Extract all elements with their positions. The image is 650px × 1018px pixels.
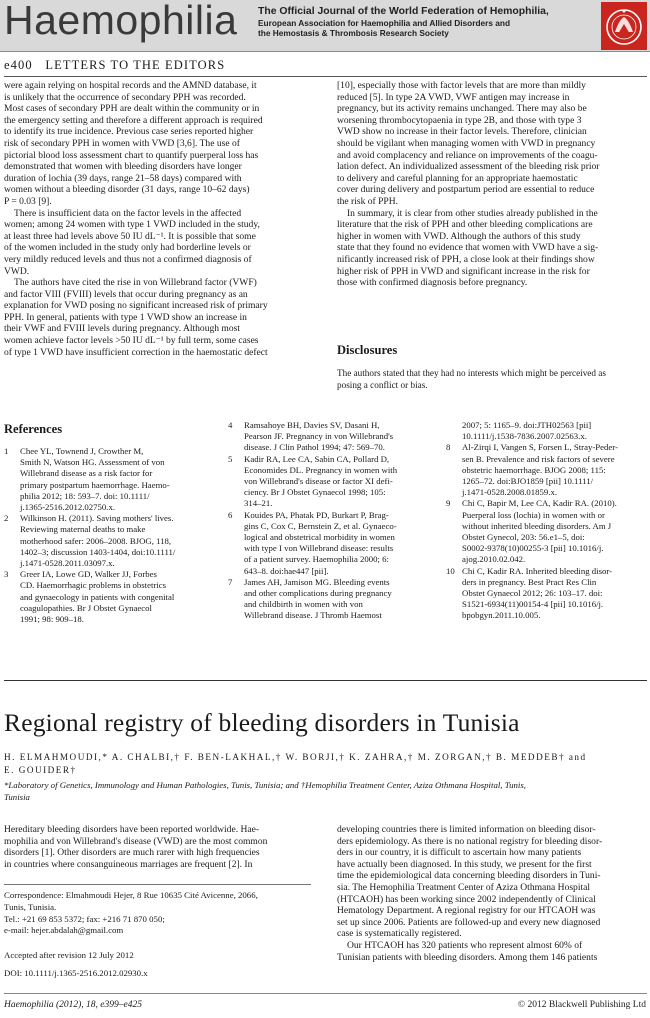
text-line: ders in our country, it is difficult to ascertain how many patients — [337, 847, 582, 859]
reference-item — [4, 569, 216, 625]
reference-item — [228, 577, 440, 622]
reference-line: with type I von Willebrand disease: results — [244, 543, 394, 554]
reference-number: 8 — [446, 442, 451, 453]
affiliation-line: Tunisia — [4, 791, 30, 802]
text-line: their VWF and FVIII levels during pregnancy. Although most — [4, 323, 240, 335]
text-line: those with confirmed diagnosis before pregnancy. — [337, 277, 528, 289]
text-line: explanation for VWD posing no significant increased risk of primary — [4, 300, 268, 312]
reference-line: bpobgyn.2011.10.005. — [462, 610, 541, 621]
references-column-3 — [446, 420, 650, 622]
header-rule — [4, 76, 647, 77]
text-line: P = 0.03 [9]. — [4, 195, 52, 207]
reference-line: ders in pregnancy. Best Pract Res Clin — [462, 576, 597, 587]
disclosures-line: posing a conflict or bias. — [337, 379, 428, 390]
reference-line: CD. Haemorrhagic problems in obstetrics — [20, 580, 167, 591]
article-body-right — [337, 824, 647, 963]
reference-line: ajog.2010.02.042. — [462, 554, 526, 565]
journal-info-line3: the Hemostasis & Thrombosis Research Society — [258, 28, 449, 38]
reference-line: and childbirth in women with von — [244, 599, 363, 610]
text-line: and factor VIII (FVIII) levels that occur during pregnancy as an — [4, 288, 248, 300]
reference-number: 1 — [4, 446, 9, 456]
text-line: of type 1 VWD have insufficient correction in the haemostatic defect — [4, 346, 268, 358]
text-line: Hematology Department. A regional registry for our HTCAOH was — [337, 905, 596, 917]
page-number: e400 — [4, 58, 33, 72]
reference-line: Obstet Gynaecol 2012; 26: 103–17. doi: — [462, 588, 603, 599]
text-line: demonstrated that women with bleeding disorders have longer — [4, 161, 242, 173]
reference-item — [228, 454, 440, 510]
reference-line: Puerperal loss (lochia) in women with or — [462, 509, 605, 520]
reference-line: Obstet Gynecol, 203: 56.e1–5, doi: — [462, 532, 585, 543]
text-line: the risk of PPH. — [337, 195, 398, 207]
reference-number: 7 — [228, 576, 233, 587]
text-line: higher in women with VWD. Although the authors of this study — [337, 230, 581, 242]
reference-line: 1402–3; discussion 1403-1404, doi:10.1111/ — [20, 546, 176, 557]
reference-number: 10 — [446, 565, 455, 576]
text-line: disorders [1]. Other disorders are much rarer with high frequencies — [4, 847, 260, 859]
reference-item — [4, 446, 216, 513]
article-divider — [4, 680, 647, 681]
reference-line: obstetric haemorrhage. BJOG 2008; 115: — [462, 464, 606, 475]
reference-item — [446, 566, 650, 622]
reference-line: 643–8. doi:hae447 [pii]. — [244, 565, 329, 576]
text-line: developing countries there is limited information on bleeding disor- — [337, 824, 596, 835]
text-line: to identify its true incidence. Previous case series reported higher — [4, 126, 254, 138]
reference-line: disease. J Clin Pathol 1994; 47: 569–70. — [244, 442, 385, 453]
text-line: women achieve factor levels >50 IU dL⁻¹ by full term, some cases — [4, 335, 259, 347]
text-line: Tel.: +21 69 853 5372; fax: +216 71 870 050; — [4, 913, 165, 924]
reference-number: 4 — [228, 420, 233, 430]
reference-line: 2007; 5: 1165–9. doi:JTH02563 [pii] — [462, 420, 592, 430]
wfh-logo-icon — [601, 2, 647, 50]
reference-line: Wilkinson H. (2011). Saving mothers' lives. — [20, 513, 174, 524]
text-line: Tunisian patients with bleeding disorders. Among them 146 patients — [337, 951, 598, 963]
text-line: [10], especially those with factor levels that are more than mildly — [337, 80, 586, 91]
text-line: set up since 2006. Patients are followed-up and every new diagnosed — [337, 916, 601, 928]
reference-line: j.1471-0528.2008.01859.x. — [462, 487, 558, 498]
footer-copyright: © 2012 Blackwell Publishing Ltd — [517, 1000, 646, 1010]
text-line: cover during delivery and postpartum period are essential to reduce — [337, 184, 595, 196]
text-line: The authors have cited the rise in von Willebrand factor (VWF) — [14, 277, 257, 289]
text-line: case is systematically registered. — [337, 928, 462, 940]
text-line: VWD show no increase in their factor levels. Therefore, clinician — [337, 126, 587, 138]
affiliation-line: *Laboratory of Genetics, Immunology and Human Pathologies, Tunis, Tunisia; and †Hemophilia Treatment Center, Aziza Othmana Hospital, Tunis, — [4, 780, 526, 790]
text-line: women; among 24 women with type 1 VWD included in the study, — [4, 219, 260, 231]
reference-line: gins C, Cox C, Bernstein Z, et al. Gynaeco- — [244, 520, 397, 531]
article-title: Regional registry of bleeding disorders in Tunisia — [4, 708, 520, 737]
reference-number: 6 — [228, 509, 233, 520]
reference-line: Willebrand disease. J Thromb Haemost — [244, 610, 382, 621]
reference-line: motherhood safer: 2006–2008. BJOG, 118, — [20, 535, 172, 546]
article-authors — [4, 751, 587, 777]
journal-info-line1: The Official Journal of the World Federation of Hemophilia, — [258, 6, 549, 17]
reference-line: ciency. Br J Obstet Gynaecol 1998; 105: — [244, 487, 386, 498]
reference-number: 2 — [4, 513, 9, 524]
reference-line: Willebrand disease as a risk factor for — [20, 468, 153, 479]
references-column-1 — [4, 446, 216, 625]
text-line: Our HTCAOH has 320 patients who represent almost 60% of — [347, 939, 583, 951]
reference-number: 9 — [446, 498, 451, 509]
reference-line: 1991; 98: 909–18. — [20, 614, 84, 625]
reference-line: and other complications during pregnancy — [244, 588, 392, 599]
article-affiliations — [4, 780, 526, 803]
reference-line: philia 2012; 18: 593–7. doi: 10.1111/ — [20, 490, 150, 501]
reference-line: Economides DL. Pregnancy in women with — [244, 464, 398, 475]
accepted-date: Accepted after revision 12 July 2012 — [4, 950, 134, 960]
journal-name: Haemophilia — [4, 0, 238, 43]
text-line: at least three had levels above 50 IU dL⁻¹. It is possible that some — [4, 230, 256, 242]
text-line: state that they found no evidence that women with VWD have a sig- — [337, 242, 599, 254]
reference-line: logical and obstetrical morbidity in women — [244, 532, 395, 543]
text-line: risk of secondary PPH in women with VWD [3,6]. The use of — [4, 137, 240, 149]
reference-line: 10.1111/j.1538-7836.2007.02563.x. — [462, 431, 587, 442]
text-line: literature that the risk of PPH and other bleeding complications are — [337, 219, 593, 231]
text-line: to delivery and careful planning for an appropriate haemostatic — [337, 172, 578, 184]
text-line: pregnancy, but its activity remains unchanged. There may also be — [337, 103, 587, 115]
reference-line: of a patient survey. Haemophilia 2000; 6: — [244, 554, 389, 565]
correspondence-block — [4, 890, 258, 937]
text-line: Tunis, Tunisia. — [4, 901, 57, 912]
text-line: (HTCAOH) has been working since 2002 independently of Clinical — [337, 893, 596, 905]
letter-right-column — [337, 80, 647, 289]
text-line: have actually been diagnosed. In this study, we present for the first — [337, 858, 592, 870]
journal-info — [258, 6, 549, 38]
text-line: and avoid complacency and reliance on improvements of the coagu- — [337, 149, 598, 161]
text-line: nificantly increased risk of PPH, a close look at their findings show — [337, 253, 595, 265]
reference-line: sen B. Prevalence and risk factors of severe — [462, 453, 615, 464]
text-line: lation defect. An individualized assessment of the bleeding risk prior — [337, 161, 600, 173]
text-line: duration of lochia (39 days, range 21–58 days) compared with — [4, 172, 242, 184]
reference-item — [446, 442, 650, 498]
reference-item — [4, 513, 216, 569]
disclosures-heading: Disclosures — [337, 343, 398, 357]
text-line: There is insufficient data on the factor levels in the affected — [14, 207, 242, 219]
text-line: Hereditary bleeding disorders have been reported worldwide. Hae- — [4, 824, 260, 835]
section-label: LETTERS TO THE EDITORS — [45, 58, 226, 72]
text-line: sia. The Hemophilia Treatment Center of Aziza Othmana Hospital — [337, 881, 591, 893]
authors-line: H. ELMAHMOUDI,* A. CHALBI,† F. BEN-LAKHAL,† W. BORJI,† K. ZAHRA,† M. ZORGAN,† B. MEDDEB† and — [4, 752, 587, 762]
reference-line: 1265–72. doi:BJO1859 [pii] 10.1111/ — [462, 476, 594, 487]
journal-header — [0, 0, 650, 52]
reference-line: Pearson JF. Pregnancy in von Willebrand's — [244, 431, 394, 442]
text-line: worsening thrombocytopaenia in type 2B, and those with type 3 — [337, 114, 582, 126]
text-line: In summary, it is clear from other studies already published in the — [347, 207, 598, 219]
text-line: pictorial blood loss assessment chart to quantify puerperal loss has — [4, 149, 259, 161]
reference-line: Al-Zirqi I, Vangen S, Forsen L, Stray-Peder- — [462, 442, 618, 453]
text-line: were again relying on hospital records and the AMND database, it — [4, 80, 257, 91]
reference-line: j.1365-2516.2012.02750.x. — [20, 502, 116, 513]
reference-line: primary postpartum haemorrhage. Haemo- — [20, 479, 170, 490]
footer-citation: Haemophilia (2012), 18, e399–e425 — [4, 1000, 142, 1010]
text-line: in countries where consanguineous marriages are frequent [2]. In — [4, 858, 253, 870]
text-line: should be vigilant when managing women with VWD in pregnancy — [337, 137, 596, 149]
text-line: very mildly reduced levels and thus not a confirmed diagnosis of — [4, 253, 252, 265]
disclosures-line: The authors stated that they had no interests which might be perceived as — [337, 368, 606, 378]
text-line: VWD. — [4, 265, 30, 277]
reference-line: Chi C, Bapir M, Lee CA, Kadir RA. (2010). — [462, 498, 617, 509]
article-body-left — [4, 824, 311, 870]
reference-item — [446, 420, 650, 442]
text-line: time the epidemiological data concerning bleeding disorders in Tuni- — [337, 870, 601, 882]
reference-line: 314–21. — [244, 498, 273, 509]
reference-line: Kouides PA, Phatak PD, Burkart P, Brag- — [244, 509, 389, 520]
reference-line: S0002-9378(10)00255-3 [pii] 10.1016/j. — [462, 543, 604, 554]
text-line: mophilia and von Willebrand's disease (VWD) are the most common — [4, 835, 268, 847]
reference-line: S1521-6934(11)00154-4 [pii] 10.1016/j. — [462, 599, 604, 610]
text-line: PPH. In general, patients with type 1 VWD show an increase in — [4, 311, 247, 323]
references-column-2 — [228, 420, 440, 622]
reference-number: 3 — [4, 569, 9, 580]
reference-number: 5 — [228, 453, 233, 464]
text-line: e-mail: hejer.abdalah@gmail.com — [4, 925, 124, 936]
reference-line: Smith N, Watson HG. Assessment of von — [20, 457, 165, 468]
text-line: women without a bleeding disorder (31 days, range 10–62 days) — [4, 184, 250, 196]
reference-line: Reviewing maternal deaths to make — [20, 524, 146, 535]
article-doi: DOI: 10.1111/j.1365-2516.2012.02930.x — [4, 968, 148, 978]
text-line: Most cases of secondary PPH are dealt within the community or in — [4, 103, 260, 115]
text-line: the emergency setting and therefore a different approach is required — [4, 114, 263, 126]
reference-line: coagulopathies. Br J Obstet Gynaecol — [20, 602, 152, 613]
reference-line: James AH, Jamison MG. Bleeding events — [244, 576, 390, 587]
reference-line: Chi C, Kadir RA. Inherited bleeding disor- — [462, 565, 613, 576]
references-heading: References — [4, 422, 63, 436]
running-head — [4, 58, 225, 73]
reference-line: von Willebrand's disease or factor XI defi- — [244, 476, 393, 487]
letter-left-column — [4, 80, 311, 358]
authors-line: E. GOUIDER† — [4, 765, 77, 775]
journal-info-line2: European Association for Haemophilia and Allied Disorders and — [258, 18, 511, 28]
reference-item — [446, 498, 650, 565]
text-line: higher risk of PPH in VWD and significant increase in the risk for — [337, 265, 590, 277]
reference-line: without inherited bleeding disorders. Am J — [462, 520, 612, 531]
disclosures-text — [337, 368, 647, 391]
text-line: reduced [5]. In type 2A VWD, VWF antigen may increase in — [337, 91, 570, 103]
reference-line: Greer IA, Lowe GD, Walker JJ, Forbes — [20, 569, 157, 580]
correspondence-rule — [4, 884, 311, 885]
reference-line: Chee YL, Townend J, Crowther M, — [20, 446, 144, 456]
reference-line: Kadir RA, Lee CA, Sabin CA, Pollard D, — [244, 453, 390, 464]
text-line: is unlikely that the occurrence of secondary PPH was recorded. — [4, 91, 246, 103]
reference-item — [228, 420, 440, 454]
reference-line: j.1471-0528.2011.03097.x. — [20, 558, 115, 569]
reference-item — [228, 510, 440, 577]
footer-rule — [4, 993, 647, 994]
text-line: of the women included in the study only had borderline levels or — [4, 242, 251, 254]
text-line: Correspondence: Elmahmoudi Hejer, 8 Rue 10635 Cité Avicenne, 2066, — [4, 890, 258, 900]
text-line: ders epidemiology. As there is no national registry for bleeding disor- — [337, 835, 603, 847]
reference-line: Ramsahoye BH, Davies SV, Dasani H, — [244, 420, 380, 430]
reference-line: and gynaecology in patients with congenital — [20, 591, 175, 602]
